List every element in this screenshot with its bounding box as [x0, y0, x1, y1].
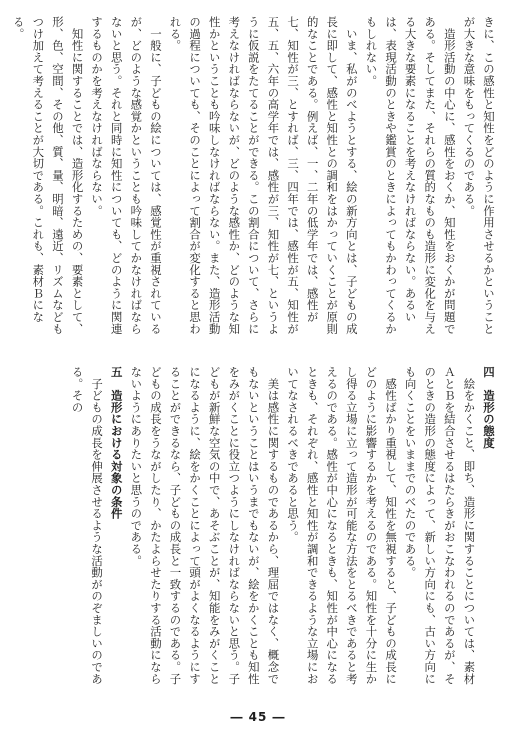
upper-text-block [11, 16, 498, 338]
paragraph: いま、私がのべようとする、絵の新方向とは、子どもの成長に即して、感性と知性との調和をはかっていくことが原則的なことである。例えば、一、二年の低学年では、感性が七、知性が三、とすれば、三、四年では、感性が五、知性が五、五、六年の高学年では、感性が三、知性が七、というように仮説をたてることができる。この割合について、さらに考えなければならないが、どのような感性か、どのような知性かということも吟味しなければならない。また、造形活動の過程についても、そのことによって割合が変化すると思われる。 [168, 16, 359, 335]
lower-text-block [20, 366, 498, 688]
page-number: ― 45 ― [230, 710, 286, 724]
paragraph: 造形活動の中心に、感性をおくか、知性をおくかが問題である。そしてまた、それらの質的なものも造形に変化を与える大きな要素になることを考えなければならない。あるいは、表現活動のときや鑑賞のときによってもかわってくるかもしれない。 [364, 16, 457, 335]
paragraph: 絵をかくこと、即ち、造形に関することについては、素材ＡとＢを結合させるはたらきがおこなわれるのであるが、そのときの造形の態度によって、新しい方向にも、古い方向にも向くことをいままでのべたのである。 [403, 366, 477, 685]
paragraph: きに、この感性と知性をどのように作用させるかということが大きな意味をもってくるのである。 [462, 16, 496, 335]
paragraph: 感性ばかり重視して、知性を無視すると、子どもの成長にどのように影響するかを考えるのである。知性を十分に生かし得る立場に立って造形が可能な方法をとるべきであると考えるのである。感性が中心になるときも、知性が中心になるときも、それぞれ、感性と知性が調和できるような立場においてなされるべきであると思う。 [286, 366, 399, 685]
section-heading: 五 造形における対象の条件 [109, 366, 124, 520]
paragraph: 子どもの成長を伸展させるような活動がのぞましいのである。その [70, 366, 105, 685]
section-heading: 四 造形の態度 [482, 366, 496, 449]
paragraph: 美は感性に関するものであるから、理屈ではなく、概念でもないということはいうまでもないが、絵をかくことも知性をみがくことに役立つようにしなければならないと思う。子どもが新鮮な空気の中で、あそぶことが、知能をみがくことになるように、絵をかくことによって頭がよくなるようにすることができるなら、子どもの成長と一致するのである。子どもの成長をうながしたり、かたよらせたりする活動にならないようにありたいと思うのである。 [129, 366, 281, 685]
paragraph: 一般に、子どもの絵については、感覚性が重視されているが、どのような感覚かということも吟味してかなければならないと思う。それと同時に知性についても、どのように関連するものかを考えなければならない。 [90, 16, 163, 335]
paragraph: 知性に関することでは、造形化するための、要素として、形、色、空間、その他、質、量、明暗、遠近、リズムなどもつけ加えて考えることが大切である。これも、素材Ｂになる。 [11, 16, 85, 335]
